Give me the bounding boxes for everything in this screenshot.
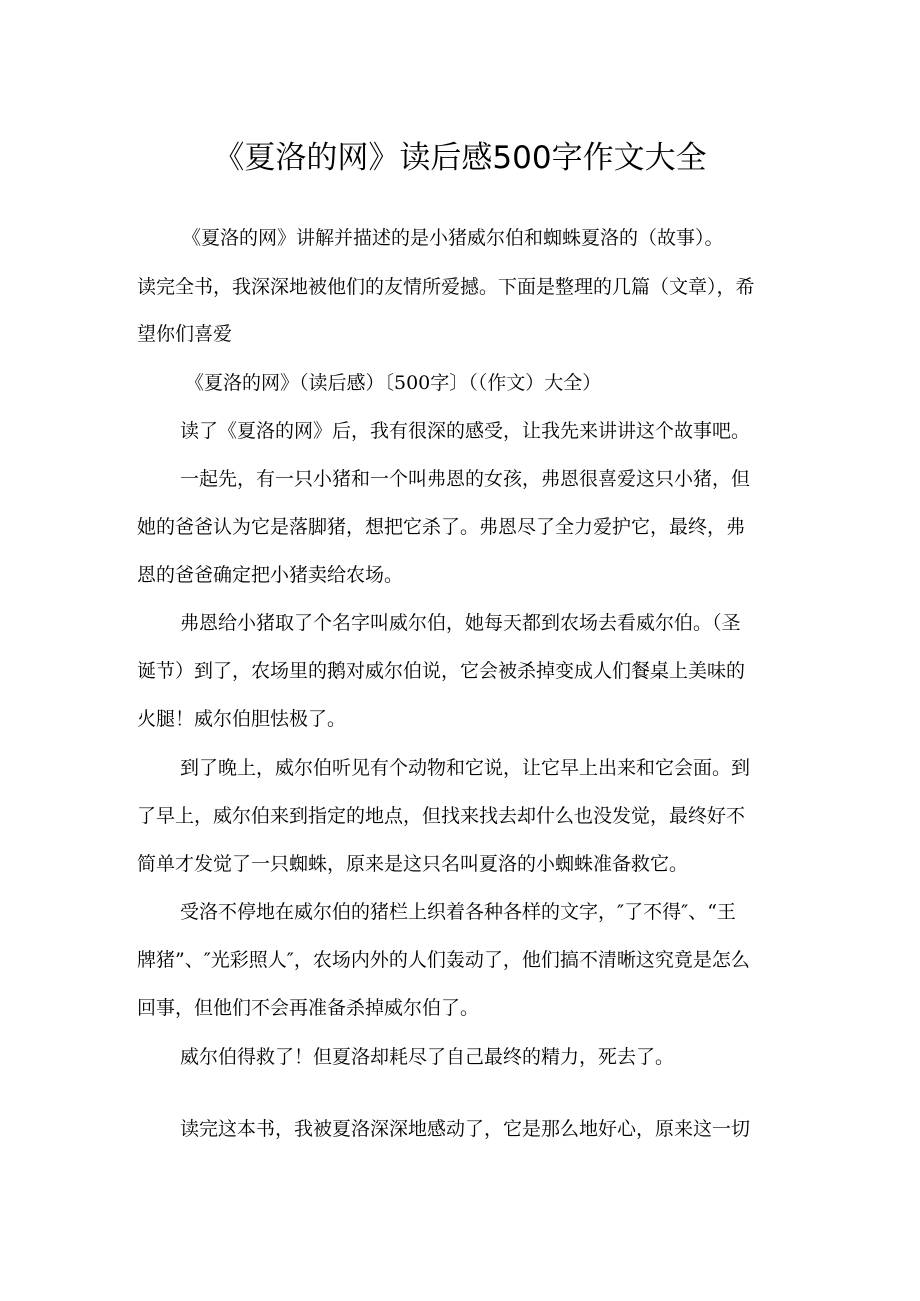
paragraph-line: 简单才发觉了一只蜘蛛，原来是这只名叫夏洛的小蜘蛛准备救它。 [137,853,689,875]
paragraph-line: 《夏洛的网》讲解并描述的是小猪威尔伯和蜘蛛夏洛的（故事）。 [182,227,724,249]
paragraph-line: 读了《夏洛的网》后，我有很深的感受，让我先来讲讲这个故事吧。 [180,420,751,442]
paragraph-line: 一起先，有一只小猪和一个叫弗恩的女孩，弗恩很喜爱这只小猪，但 [180,468,751,490]
paragraph-line: 牌猪”、″光彩照人″，农场内外的人们轰动了，他们搞不清晰这究竟是怎么 [137,949,750,971]
paragraph-line: 到了晚上，威尔伯听见有个动物和它说，让它早上出来和它会面。到 [180,757,751,779]
document-title: 《夏洛的网》读后感500字作文大全 [213,140,707,176]
paragraph-line: 火腿！威尔伯胆怯极了。 [137,708,347,730]
paragraph-line: 弗恩给小猪取了个名字叫威尔伯，她每天都到农场去看威尔伯。（圣 [180,612,741,634]
paragraph-line: 恩的爸爸确定把小猪卖给农场。 [137,564,404,586]
subtitle-line: 《夏洛的网》（读后感）〔500字〕（（作文）大全） [185,372,602,394]
paragraph-line: 回事，但他们不会再准备杀掉威尔伯了。 [137,997,480,1019]
paragraph-line: 了早上，威尔伯来到指定的地点，但找来找去却什么也没发觉，最终好不 [137,805,746,827]
paragraph-line: 她的爸爸认为它是落脚猪，想把它杀了。弗恩尽了全力爱护它，最终，弗 [137,516,746,538]
paragraph-line: 望你们喜爱 [137,323,233,345]
paragraph-line: 读完全书，我深深地被他们的友情所爱撼。下面是整理的几篇（文章），希 [137,276,755,298]
paragraph-line: 读完这本书，我被夏洛深深地感动了，它是那么地好心，原来这一切 [180,1118,751,1140]
paragraph-line: 诞节）到了，农场里的鹅对威尔伯说，它会被杀掉变成人们餐桌上美味的 [137,660,746,682]
paragraph-line: 受洛不停地在威尔伯的猪栏上织着各种各样的文字，″了不得″、“王 [180,901,736,923]
paragraph-line: 威尔伯得救了！但夏洛却耗尽了自己最终的精力，死去了。 [180,1046,675,1068]
